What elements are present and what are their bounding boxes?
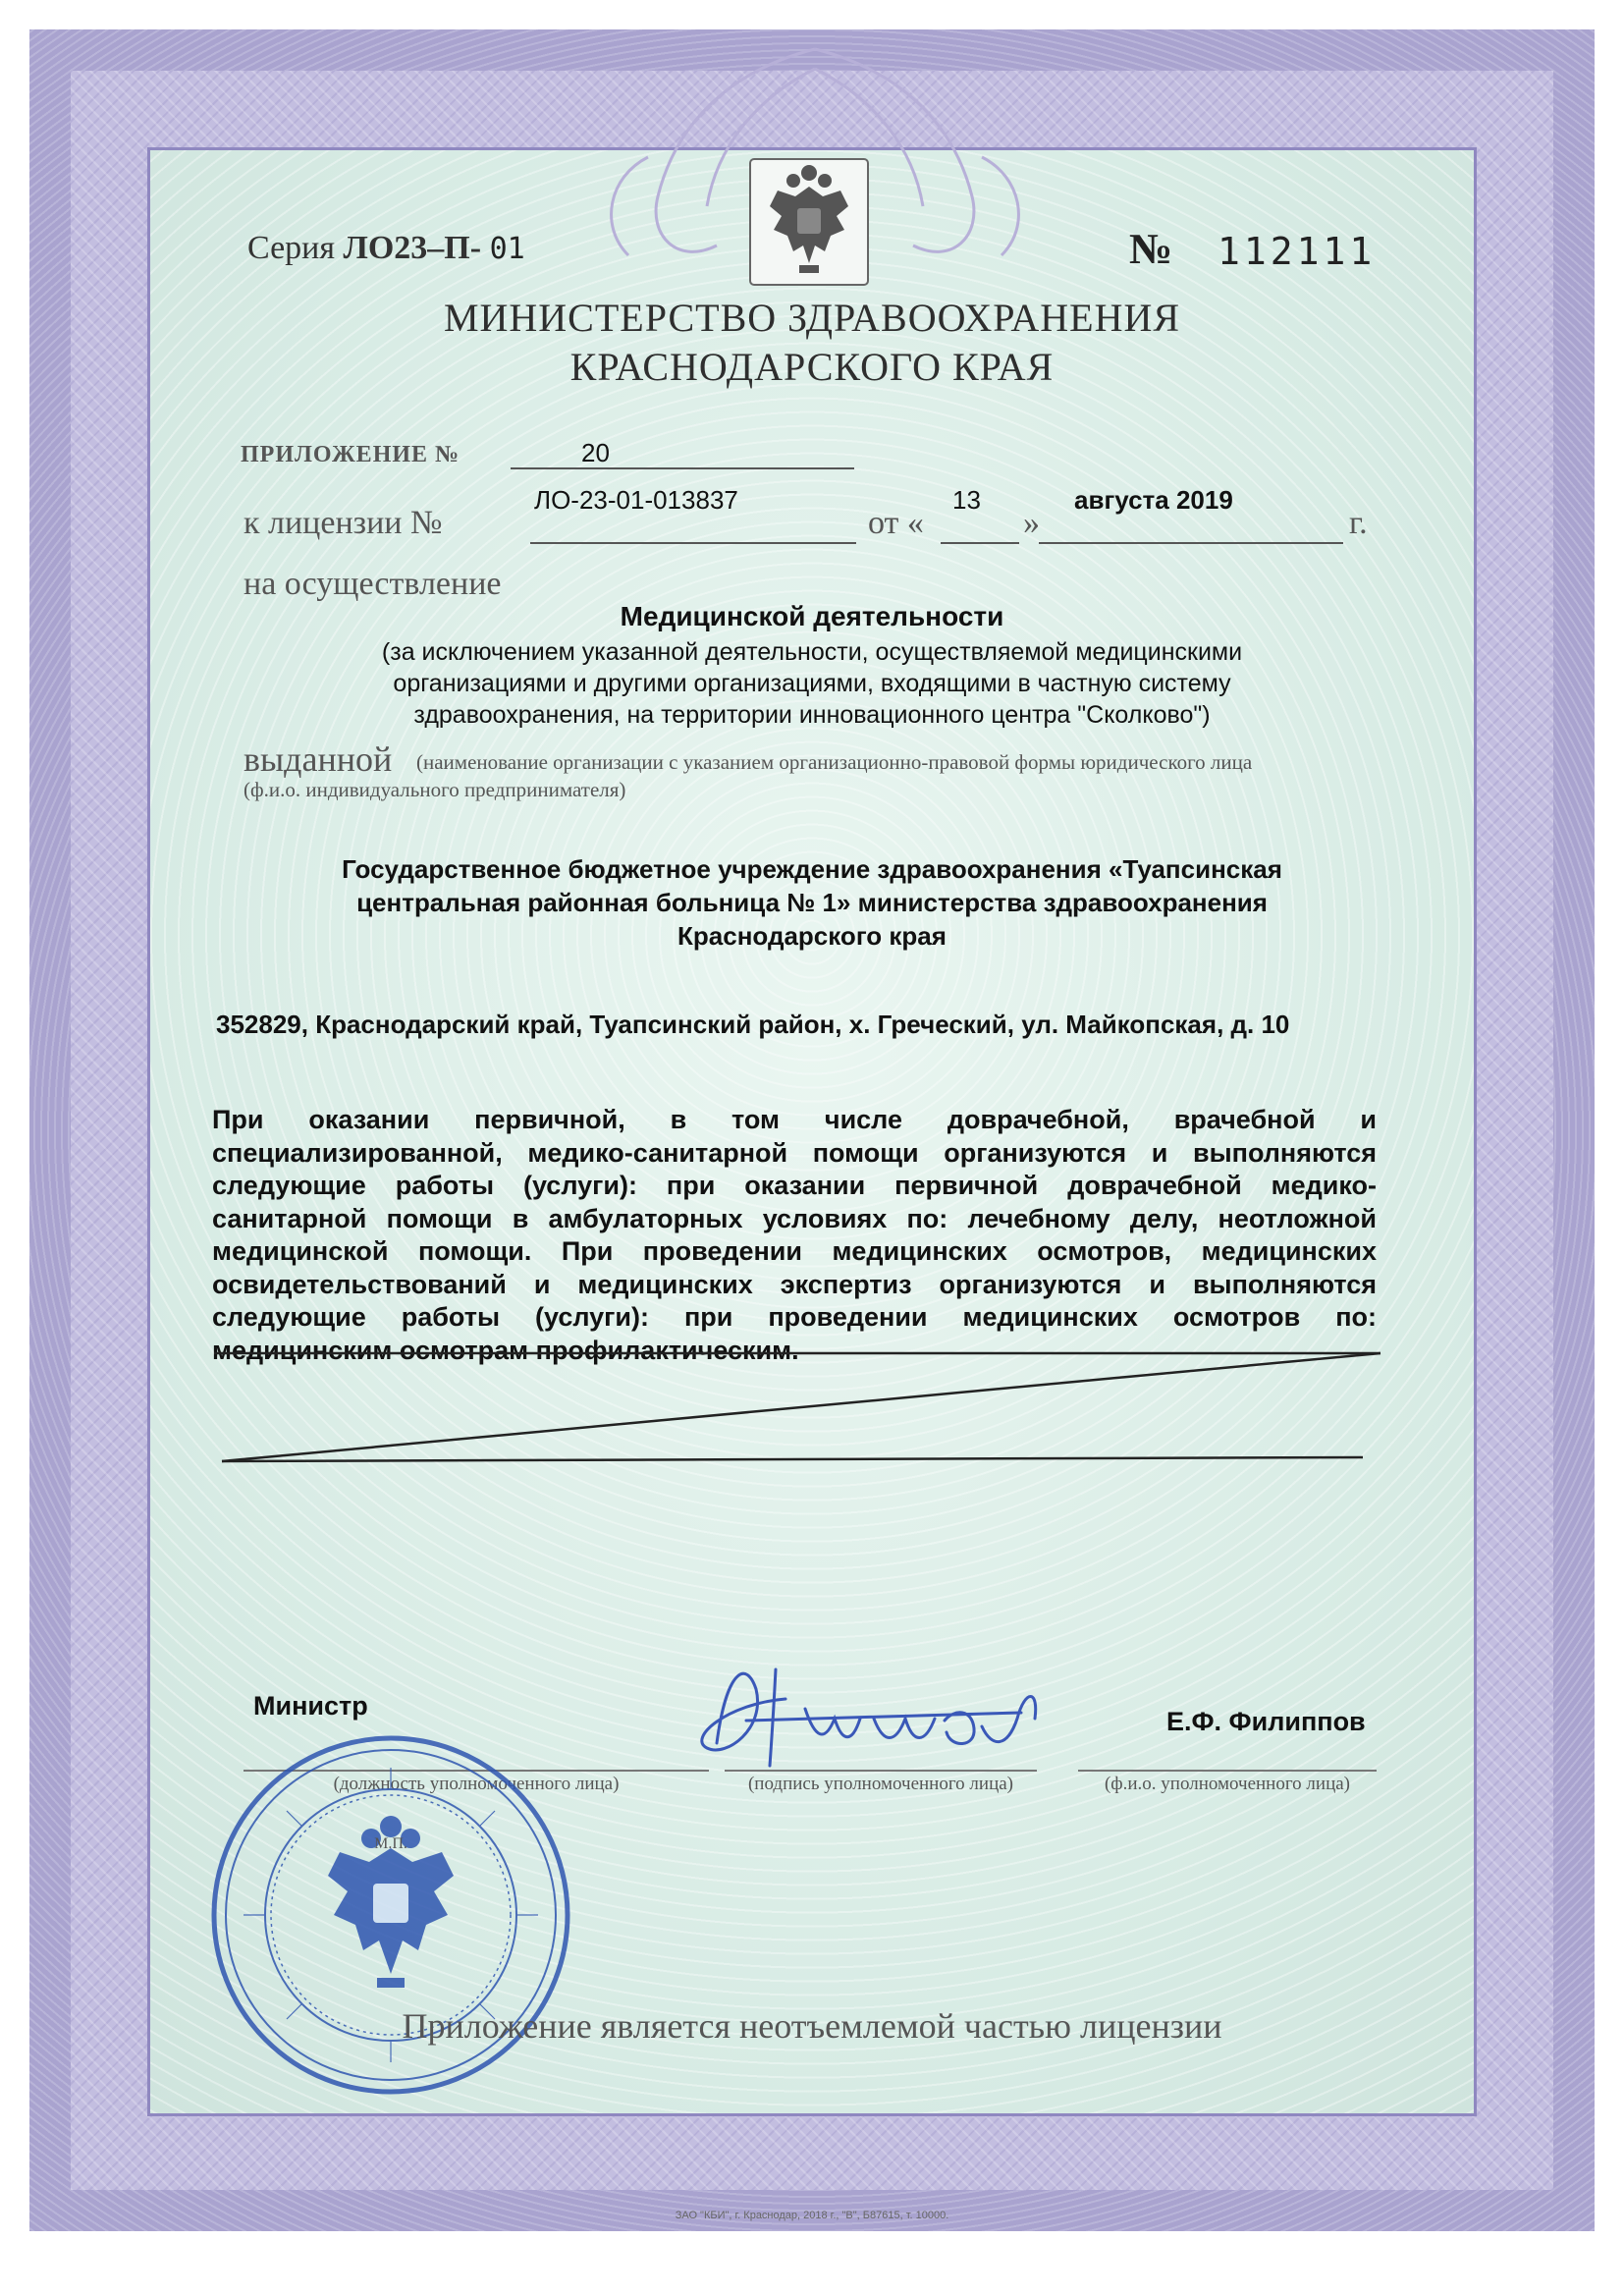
handwritten-signature [687, 1650, 1060, 1777]
organization-line: Краснодарского края [677, 921, 947, 951]
stamp-mp-label: М.П. [374, 1835, 407, 1852]
coat-of-arms-icon [748, 157, 870, 287]
license-month-underline [1039, 542, 1343, 544]
organization-line: центральная районная больница № 1» министерства здравоохранения [356, 888, 1268, 917]
license-from-label: от « [868, 505, 924, 541]
ministry-title-line1: МИНИСТЕРСТВО ЗДРАВООХРАНЕНИЯ [443, 296, 1181, 340]
license-month-year: августа 2019 [1074, 485, 1233, 515]
activity-title: Медицинской деятельности [620, 601, 1004, 631]
appendix-underline [511, 467, 854, 469]
series-label: Серия [247, 230, 336, 266]
services-line: освидетельствований и медицинских экспертиз организуются и выполняются [212, 1269, 1377, 1299]
services-line: медицинской помощи. При проведении медицинских осмотров, медицинских [212, 1236, 1377, 1266]
license-g-label: г. [1349, 505, 1368, 541]
appendix-label: ПРИЛОЖЕНИЕ № [241, 442, 460, 467]
activity-note-line: организациями и другими организациями, входящими в частную систему [393, 670, 1231, 697]
services-line: следующие работы (услуги): при проведении медицинских осмотров по: [212, 1302, 1377, 1332]
signer-name: Е.Ф. Филиппов [1166, 1707, 1366, 1736]
services-line: При оказании первичной, в том числе доврачебной, врачебной и [212, 1105, 1377, 1134]
services-paragraph [212, 1104, 1377, 1367]
activity-note [0, 636, 1624, 731]
series-line [247, 230, 525, 267]
activity-label: на осуществление [244, 566, 502, 602]
series-code: ЛО23–П- [343, 230, 482, 266]
issued-label: выданной [244, 739, 393, 779]
organization-address: 352829, Краснодарский край, Туапсинский район, х. Греческий, ул. Майкопская, д. 10 [216, 1010, 1290, 1039]
issued-caption-line1: (наименование организации с указанием организационно-правовой формы юридического лица [416, 750, 1253, 774]
series-fill: 01 [489, 232, 525, 266]
form-number: 112111 [1218, 230, 1377, 273]
license-day: 13 [952, 485, 981, 515]
activity-note-line: (за исключением указанной деятельности, осуществляемой медицинскими [381, 638, 1243, 666]
printer-imprint: ЗАО "КБИ", г. Краснодар, 2018 г., "В", Б87615, т. 10000. [675, 2210, 949, 2221]
signer-position: Министр [253, 1691, 368, 1721]
appendix-number: 20 [581, 438, 610, 467]
organization-name [0, 852, 1624, 953]
name-underline [1078, 1770, 1377, 1772]
caption-signature: (подпись уполномоченного лица) [747, 1774, 1013, 1794]
license-label: к лицензии № [244, 505, 443, 541]
caption-position: (должность уполномоченного лица) [333, 1774, 620, 1794]
services-line: следующие работы (услуги): при оказании первичной доврачебной медико- [212, 1171, 1377, 1200]
license-number-underline [530, 542, 856, 544]
license-day-underline [941, 542, 1019, 544]
services-line: санитарной помощи в амбулаторных условиях по: лечебному делу, неотложной [212, 1203, 1377, 1233]
services-last-line: медицинским осмотрам профилактическим. [212, 1335, 799, 1365]
appendix-integral-note: Приложение является неотъемлемой частью лицензии [402, 2006, 1222, 2046]
issued-caption-line2: (ф.и.о. индивидуального предпринимателя) [244, 778, 626, 801]
number-sign: № [1129, 225, 1173, 273]
ministry-title-line2: КРАСНОДАРСКОГО КРАЯ [569, 345, 1055, 389]
caption-name: (ф.и.о. уполномоченного лица) [1104, 1774, 1350, 1794]
blank-space-z-line [206, 1336, 1384, 1473]
license-number: ЛО-23-01-013837 [534, 485, 738, 515]
services-line: специализированной, медико-санитарной помощи организуются и выполняются [212, 1137, 1377, 1168]
license-quote-close: » [1023, 505, 1040, 541]
activity-note-line: здравоохранения, на территории инновационного центра "Сколково") [413, 701, 1211, 729]
organization-line: Государственное бюджетное учреждение здравоохранения «Туапсинская [342, 854, 1282, 884]
